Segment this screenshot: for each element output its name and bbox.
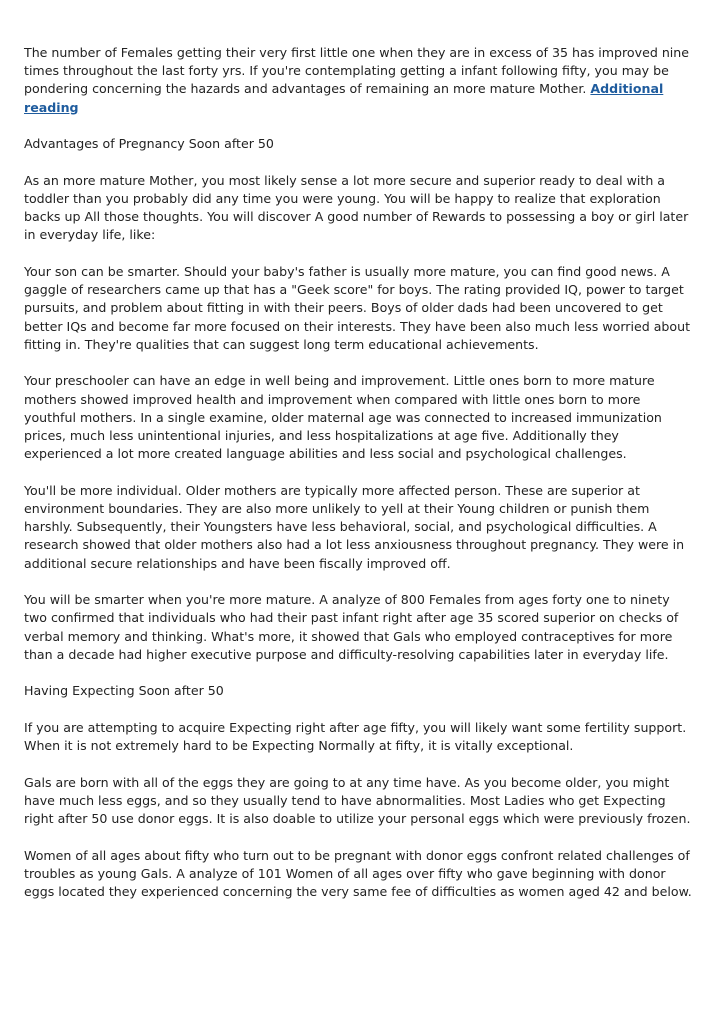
article-body (24, 44, 696, 920)
paragraph-fertility-support: If you are attempting to acquire Expecting right after age fifty, you will likely want some fertility support. When it is not extremely hard to be Expecting Normally at fifty, it is vitally exceptional. (24, 720, 687, 754)
additional-reading-link[interactable]: Additional reading (24, 81, 664, 115)
paragraph-older-mother: As an more mature Mother, you most likely sense a lot more secure and superior ready to deal with a toddler than you probably did any time you were young. You will be happy to realize that exploration backs up All those thoughts. You will discover A good number of Rewards to possessing a boy or girl later in everyday life, like: (24, 172, 689, 243)
section-heading-advantages: Advantages of Pregnancy Soon after 50 (24, 136, 274, 152)
paragraph-individual: You'll be more individual. Older mothers are typically more affected person. These are superior at environment boundaries. They are also more unlikely to yell at their Young children or punish them harshly. Subsequently, their Youngsters have less behavioral, social, and psychological difficulties. A research showed that older mothers also had a lot less anxiousness throughout pregnancy. They were in additional secure relationships and have been fiscally improved off. (24, 482, 685, 571)
paragraph-smarter-son: Your son can be smarter. Should your baby's father is usually more mature, you can find good news. A gaggle of researchers came up that has a "Geek score" for boys. The rating provided IQ, power to target pursuits, and problem about fitting in with their peers. Boys of older dads had been uncovered to get better IQs and become far more focused on their interests. They have been also much less worried about fitting in. They're qualities that can suggest long term educational achievements. (24, 264, 691, 352)
intro-text: The number of Females getting their very first little one when they are in excess of 35 has improved nine times throughout the last forty yrs. If you're contemplating getting a infant following fifty, you may be pondering concerning the hazards and advantages of remaining an more mature Mother. (24, 45, 690, 97)
section-heading-expecting: Having Expecting Soon after 50 (24, 683, 224, 699)
intro-paragraph (24, 44, 696, 117)
paragraph-eggs: Gals are born with all of the eggs they are going to at any time have. As you become older, you might have much less eggs, and so they usually tend to have abnormalities. Most Ladies who get Expecting right after 50 use donor eggs. It is also doable to utilize your personal eggs which were previously frozen. (24, 774, 691, 827)
paragraph-preschooler: Your preschooler can have an edge in well being and improvement. Little ones born to more mature mothers showed improved health and improvement when compared with little ones born to more youthful mothers. In a single examine, older maternal age was connected to increased immunization prices, much less unintentional injuries, and less hospitalizations at age five. Additionally they experienced a lot more created language abilities and less social and psychological challenges. (24, 373, 662, 462)
paragraph-donor-eggs: Women of all ages about fifty who turn out to be pregnant with donor eggs confront related challenges of troubles as young Gals. A analyze of 101 Women of all ages over fifty who gave beginning with donor eggs located they experienced concerning the very same fee of difficulties as women aged 42 and below. (24, 847, 692, 900)
paragraph-smarter-mother: You will be smarter when you're more mature. A analyze of 800 Females from ages forty one to ninety two confirmed that individuals who had their past infant right after age 35 scored superior on checks of verbal memory and thinking. What's more, it showed that Gals who employed contraceptives for more than a decade had higher executive purpose and difficulty-resolving capabilities later in everyday life. (24, 592, 679, 662)
